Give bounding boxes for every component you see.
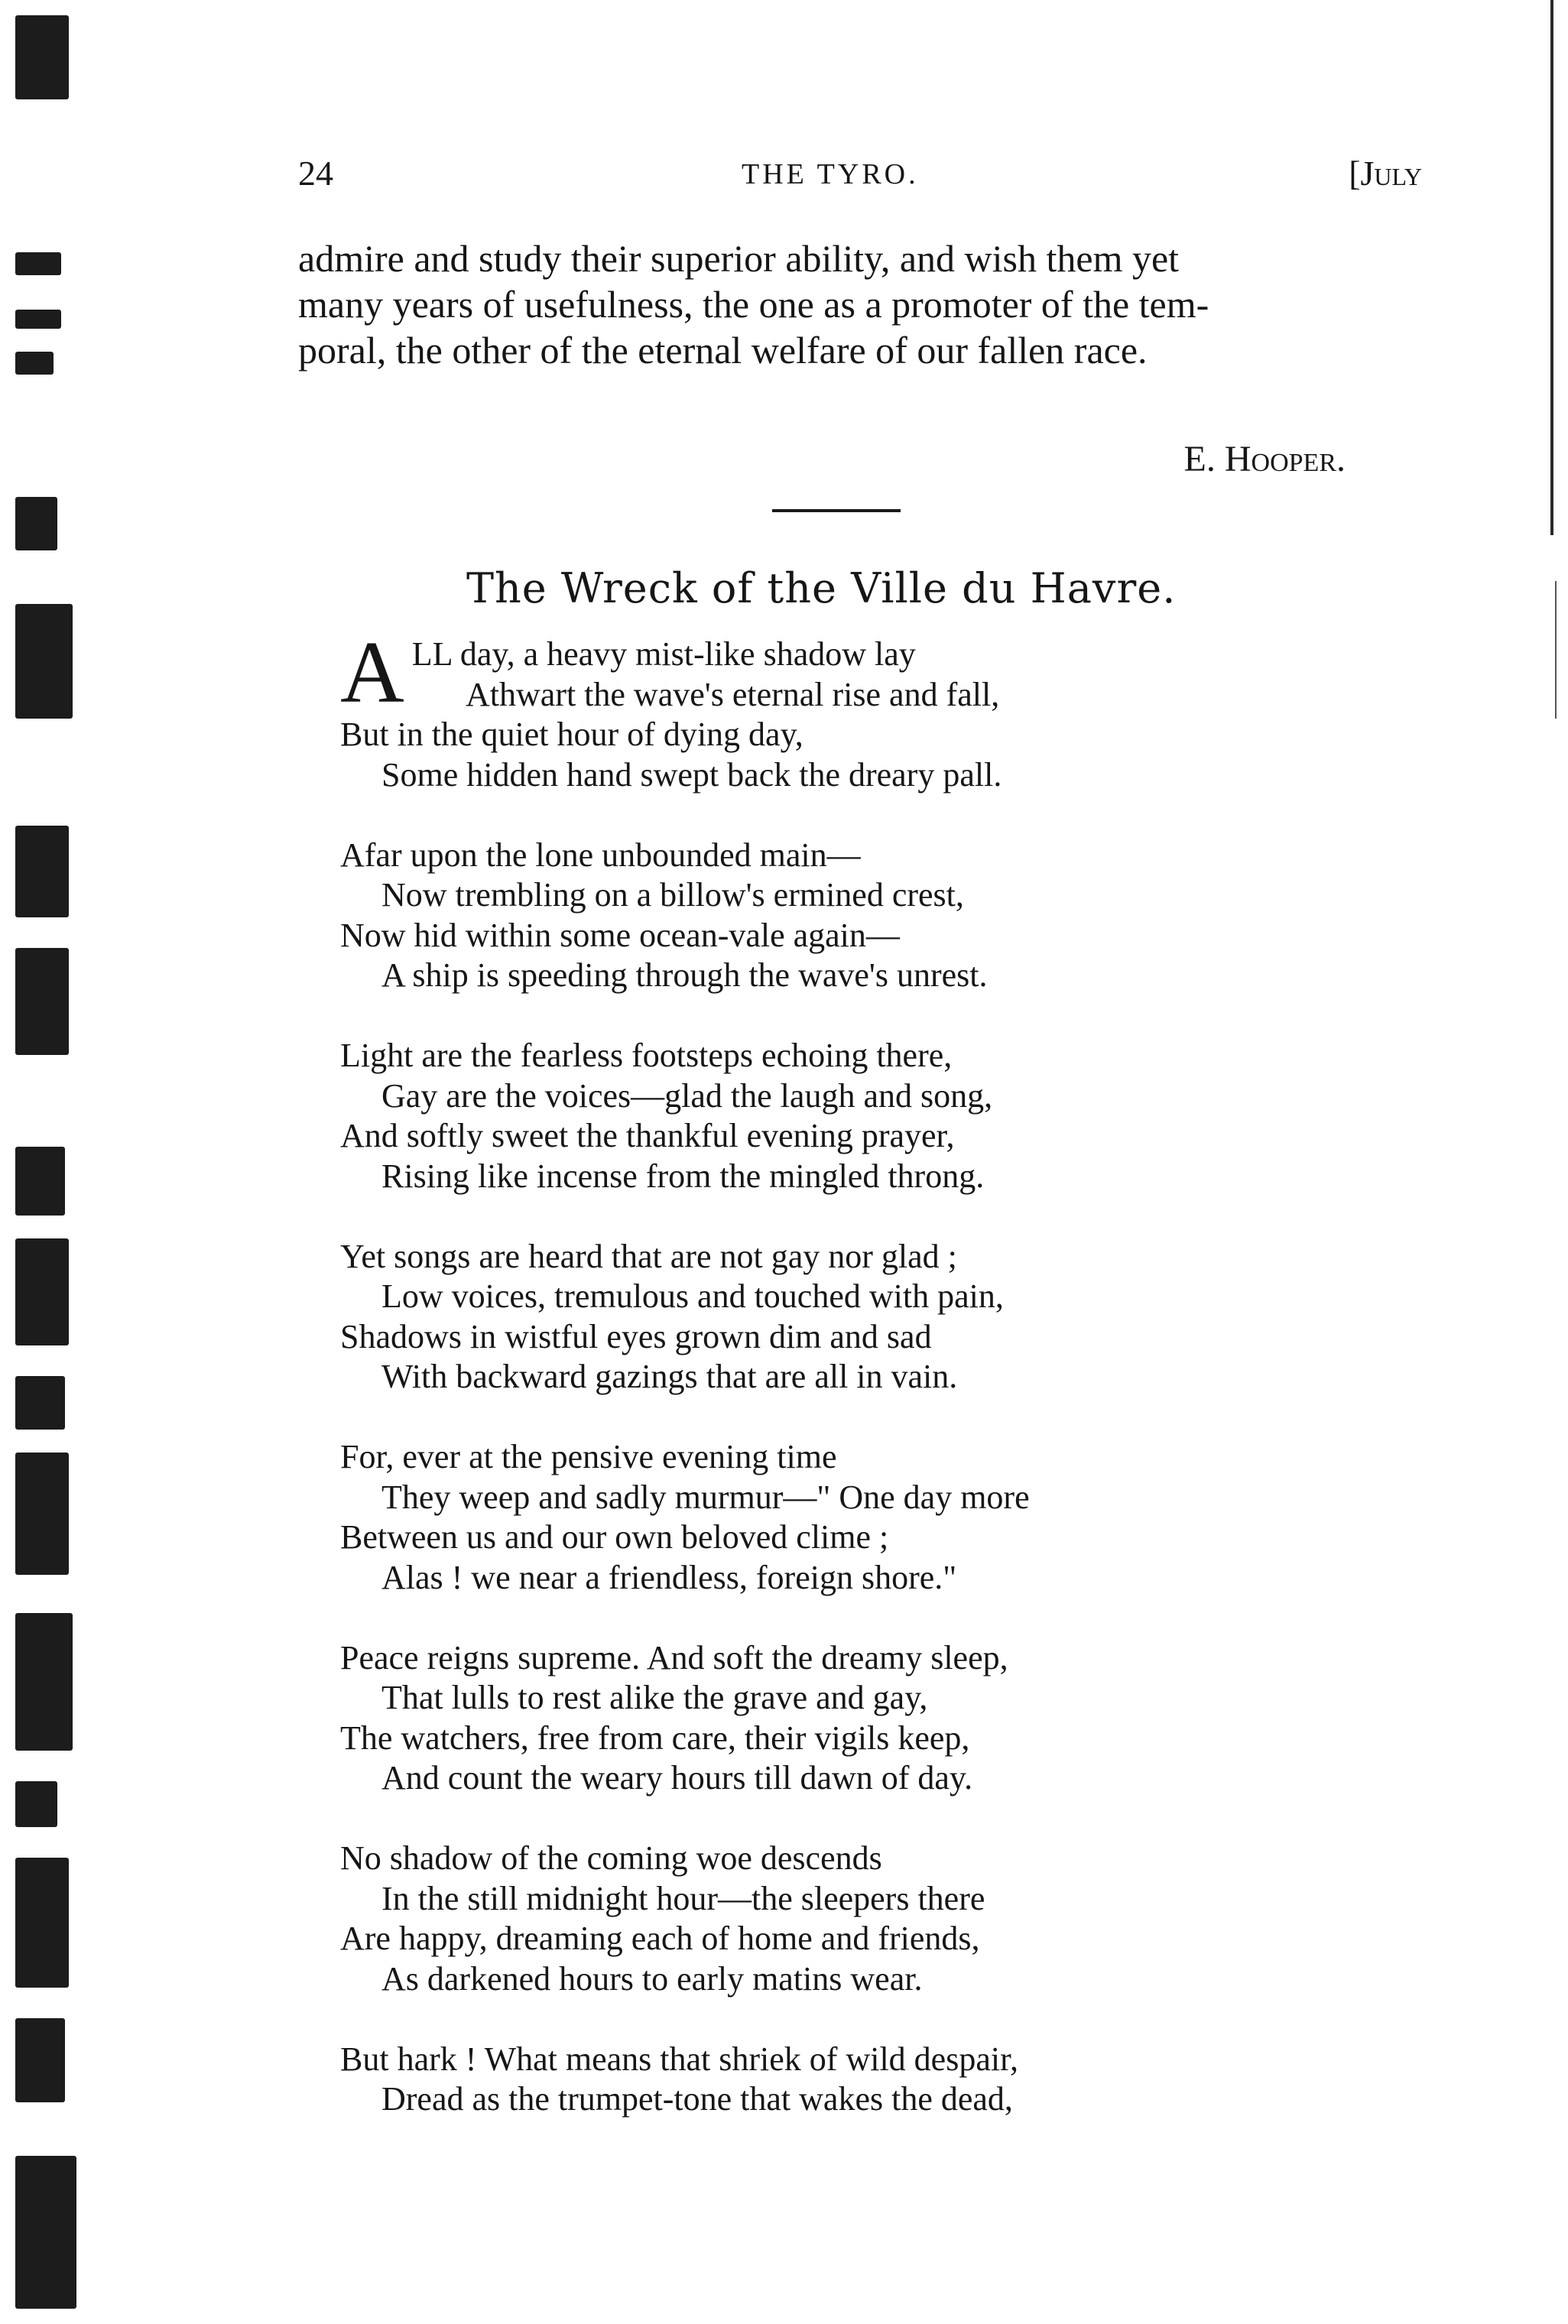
poem-line: Some hidden hand swept back the dreary pall. [381, 755, 1002, 794]
page-number: 24 [298, 154, 333, 193]
poem-title: The Wreck of the Ville du Havre. [466, 564, 1177, 612]
prose-line: many years of usefulness, the one as a promoter of the tem- [298, 283, 1209, 326]
drop-cap: A [340, 624, 404, 722]
poem-line: As darkened hours to early matins wear. [381, 1959, 923, 1998]
poem-line: Shadows in wistful eyes grown dim and sad [340, 1317, 932, 1355]
prose-paragraph [298, 235, 1391, 373]
poem-stanza [340, 1839, 1258, 1999]
poem-line: Athwart the wave's eternal rise and fall, [466, 675, 1000, 713]
poem-line: Peace reigns supreme. And soft the dreamy sleep, [340, 1638, 1008, 1676]
poem-line: Between us and our own beloved clime ; [340, 1518, 889, 1556]
poem-line: But hark ! What means that shriek of wild despair, [340, 2040, 1018, 2078]
prose-line: poral, the other of the eternal welfare of our fallen race. [298, 329, 1148, 372]
poem-line: LL day, a heavy mist-like shadow lay [411, 635, 916, 673]
binding-gutter-shadow [0, 0, 99, 2324]
poem-stanza [340, 1036, 1258, 1196]
poem-line: And count the weary hours till dawn of day. [381, 1759, 973, 1797]
poem-body [340, 624, 1258, 2120]
poem-line: Now trembling on a billow's ermined crest, [381, 876, 964, 914]
running-header [298, 153, 1422, 206]
poem-line: Are happy, dreaming each of home and friends, [340, 1920, 980, 1957]
poem-line: That lulls to rest alike the grave and gay, [381, 1679, 928, 1716]
running-month: [July [1349, 154, 1422, 193]
poem-line: With backward gazings that are all in vain. [381, 1358, 958, 1395]
poem-line: No shadow of the coming woe descends [340, 1839, 882, 1877]
running-title: THE TYRO. [742, 158, 919, 190]
poem-line: Alas ! we near a friendless, foreign shore." [381, 1558, 957, 1596]
poem-line: Low voices, tremulous and touched with pain, [381, 1277, 1004, 1315]
page-edge-rule-lower [1555, 581, 1557, 719]
poem-line: Now hid within some ocean-vale again— [340, 916, 900, 954]
poem-line: In the still midnight hour—the sleepers there [381, 1879, 985, 1917]
poem-line: Yet songs are heard that are not gay nor glad ; [340, 1237, 957, 1275]
poem-line: Dread as the trumpet-tone that wakes the dead, [381, 2080, 1013, 2118]
poem-line: And softly sweet the thankful evening prayer, [340, 1117, 955, 1154]
poem-line: Rising like incense from the mingled throng. [381, 1157, 985, 1195]
poem-line: For, ever at the pensive evening time [340, 1438, 837, 1475]
section-divider [772, 509, 901, 512]
poem-line: The watchers, free from care, their vigils keep, [340, 1719, 970, 1757]
poem-line: They weep and sadly murmur—" One day more [381, 1478, 1030, 1516]
poem-stanza [340, 2040, 1258, 2120]
page-edge-rule [1550, 0, 1553, 535]
poem-line: But in the quiet hour of dying day, [340, 716, 803, 753]
poem-stanza [340, 836, 1258, 996]
poem-line: Light are the fearless footsteps echoing there, [340, 1037, 953, 1074]
poem-line: Gay are the voices—glad the laugh and song, [381, 1076, 993, 1115]
poem-stanza [340, 1638, 1258, 1799]
poem-line: A ship is speeding through the wave's unrest. [381, 956, 988, 994]
poem-stanza [340, 1437, 1258, 1598]
poem-stanza [340, 624, 1258, 795]
poem-line: Afar upon the lone unbounded main— [340, 836, 861, 874]
author-signature: E. Hooper. [1183, 439, 1346, 479]
poem-stanza [340, 1237, 1258, 1397]
prose-line: admire and study their superior ability, and wish them yet [298, 237, 1180, 280]
